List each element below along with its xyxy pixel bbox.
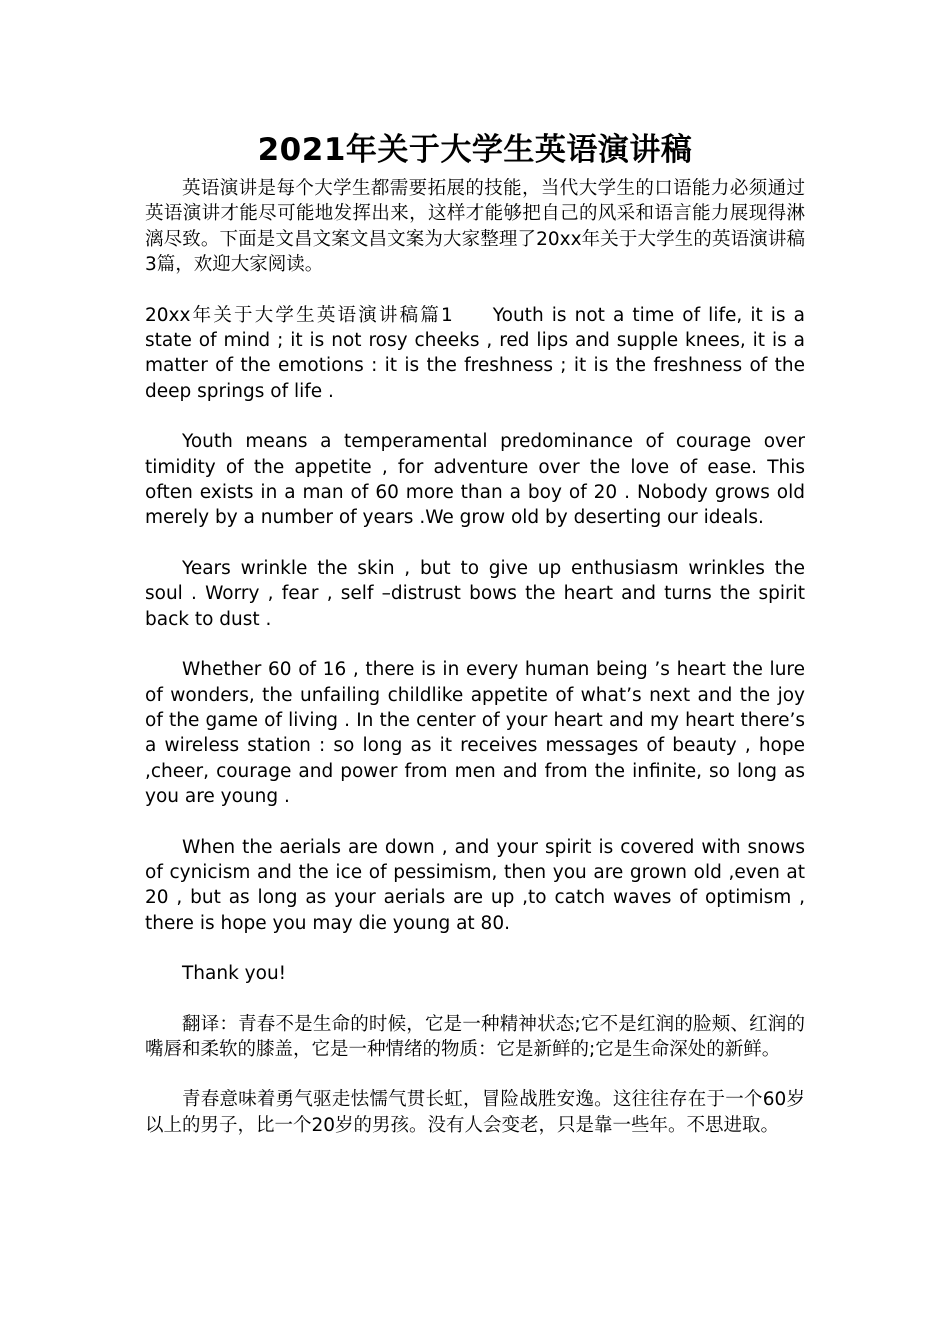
paragraph-4: Whether 60 of 16 , there is in every human being ’s heart the lure of wonders, the unfailing childlike appetite of what’s next and the joy of the game of living . In the center of your heart and my heart there’s a wireless station : so long as it receives messages of beauty , hope ,cheer, courage and power from men and from the infinite, so long as you are young . [145, 659, 805, 808]
intro-paragraph: 英语演讲是每个大学生都需要拓展的技能，当代大学生的口语能力必须通过英语演讲才能尽可能地发挥出来，这样才能够把自己的风采和语言能力展现得淋漓尽致。下面是文昌文案文昌文案为大家整理了20xx年关于大学生的英语演讲稿3篇，欢迎大家阅读。 [145, 178, 805, 276]
paragraph-3: Years wrinkle the skin , but to give up enthusiasm wrinkles the soul . Worry , fear , self –distrust bows the heart and turns the spirit back to dust . [145, 557, 805, 630]
translation-paragraph-2: 青春意味着勇气驱走怯懦气贯长虹，冒险战胜安逸。这往往存在于一个60岁以上的男子，比一个20岁的男孩。没有人会变老，只是靠一些年。不思进取。 [145, 1089, 805, 1136]
paragraph-text: Youth is not a time of life, it is a state of mind ; it is not rosy cheeks , red lips and supple knees, it is a matter of the emotions : it is the freshness ; it is the freshness of the deep springs of life . [145, 304, 805, 402]
paragraph-2: Youth means a temperamental predominance of courage over timidity of the appetite , for adventure over the love of ease. This often exists in a man of 60 more than a boy of 20 . Nobody grows old merely by a number of years .We grow old by deserting our ideals. [145, 431, 805, 529]
section-paragraph-1 [145, 303, 805, 405]
document-body [145, 128, 805, 1163]
closing-line: Thank you! [182, 963, 287, 985]
document-title: 2021年关于大学生英语演讲稿 [257, 132, 693, 168]
paragraph-5: When the aerials are down , and your spirit is covered with snows of cynicism and the ice of pessimism, then you are grown old ,even at 20 , but as long as your aerials are up ,to catch waves of optimism , there is hope you may die young at 80. [145, 836, 805, 934]
translation-paragraph-1: 翻译：青春不是生命的时候，它是一种精神状态;它不是红润的脸颊、红润的嘴唇和柔软的膝盖，它是一种情绪的物质：它是新鲜的;它是生命深处的新鲜。 [145, 1013, 805, 1060]
section-heading: 20xx年关于大学生英语演讲稿篇1 [145, 304, 453, 326]
